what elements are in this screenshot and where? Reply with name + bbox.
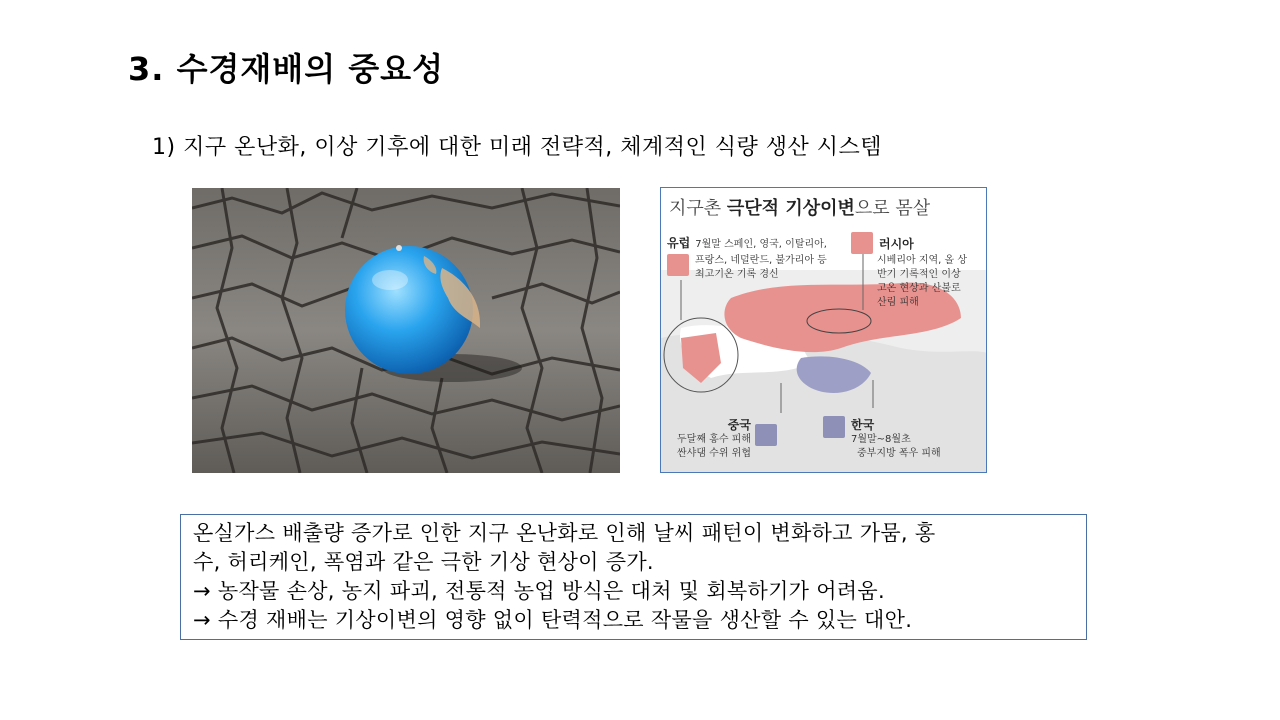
- europe-label: 유럽 7월말 스페인, 영국, 이탈리아, 프랑스, 네덜란드, 불가리아 등 최고기온 기록 경신: [667, 236, 827, 280]
- heat-sun-icon: [667, 254, 689, 276]
- russia-label: 러시아 시베리아 지역, 올 상 반기 기록적인 이상 고온 현상과 산불로 산림 피해: [851, 232, 967, 310]
- textbox-line: → 수경 재배는 기상이변의 영향 없이 탄력적으로 작물을 생산할 수 있는 대안.: [193, 608, 913, 632]
- heavy-rain-icon: [823, 416, 845, 438]
- slide-subtitle: 1) 지구 온난화, 이상 기후에 대한 미래 전략적, 체계적인 식량 생산 시스템: [152, 135, 883, 160]
- explanation-textbox: [180, 514, 1087, 640]
- textbox-line: 수, 허리케인, 폭염과 같은 극한 기상 현상이 증가.: [193, 550, 654, 574]
- china-label: 중국 두달째 홍수 피해 싼샤댐 수위 위협: [677, 416, 777, 461]
- weather-map-infographic: [660, 187, 987, 473]
- slide-title: 3. 수경재배의 중요성: [128, 50, 444, 88]
- flood-icon: [755, 424, 777, 446]
- korea-label: 한국 7월말~8월초 중부지방 폭우 피해: [823, 416, 941, 461]
- textbox-line: → 농작물 손상, 농지 파괴, 전통적 농업 방식은 대처 및 회복하기가 어려움.: [193, 579, 885, 603]
- map-title: 지구촌 극단적 기상이변으로 몸살: [669, 198, 931, 219]
- globe-on-cracked-earth-image: [192, 188, 620, 473]
- thermometer-icon: [851, 232, 873, 254]
- textbox-line: 온실가스 배출량 증가로 인한 지구 온난화로 인해 날씨 패턴이 변화하고 가뭄, 홍: [193, 521, 936, 545]
